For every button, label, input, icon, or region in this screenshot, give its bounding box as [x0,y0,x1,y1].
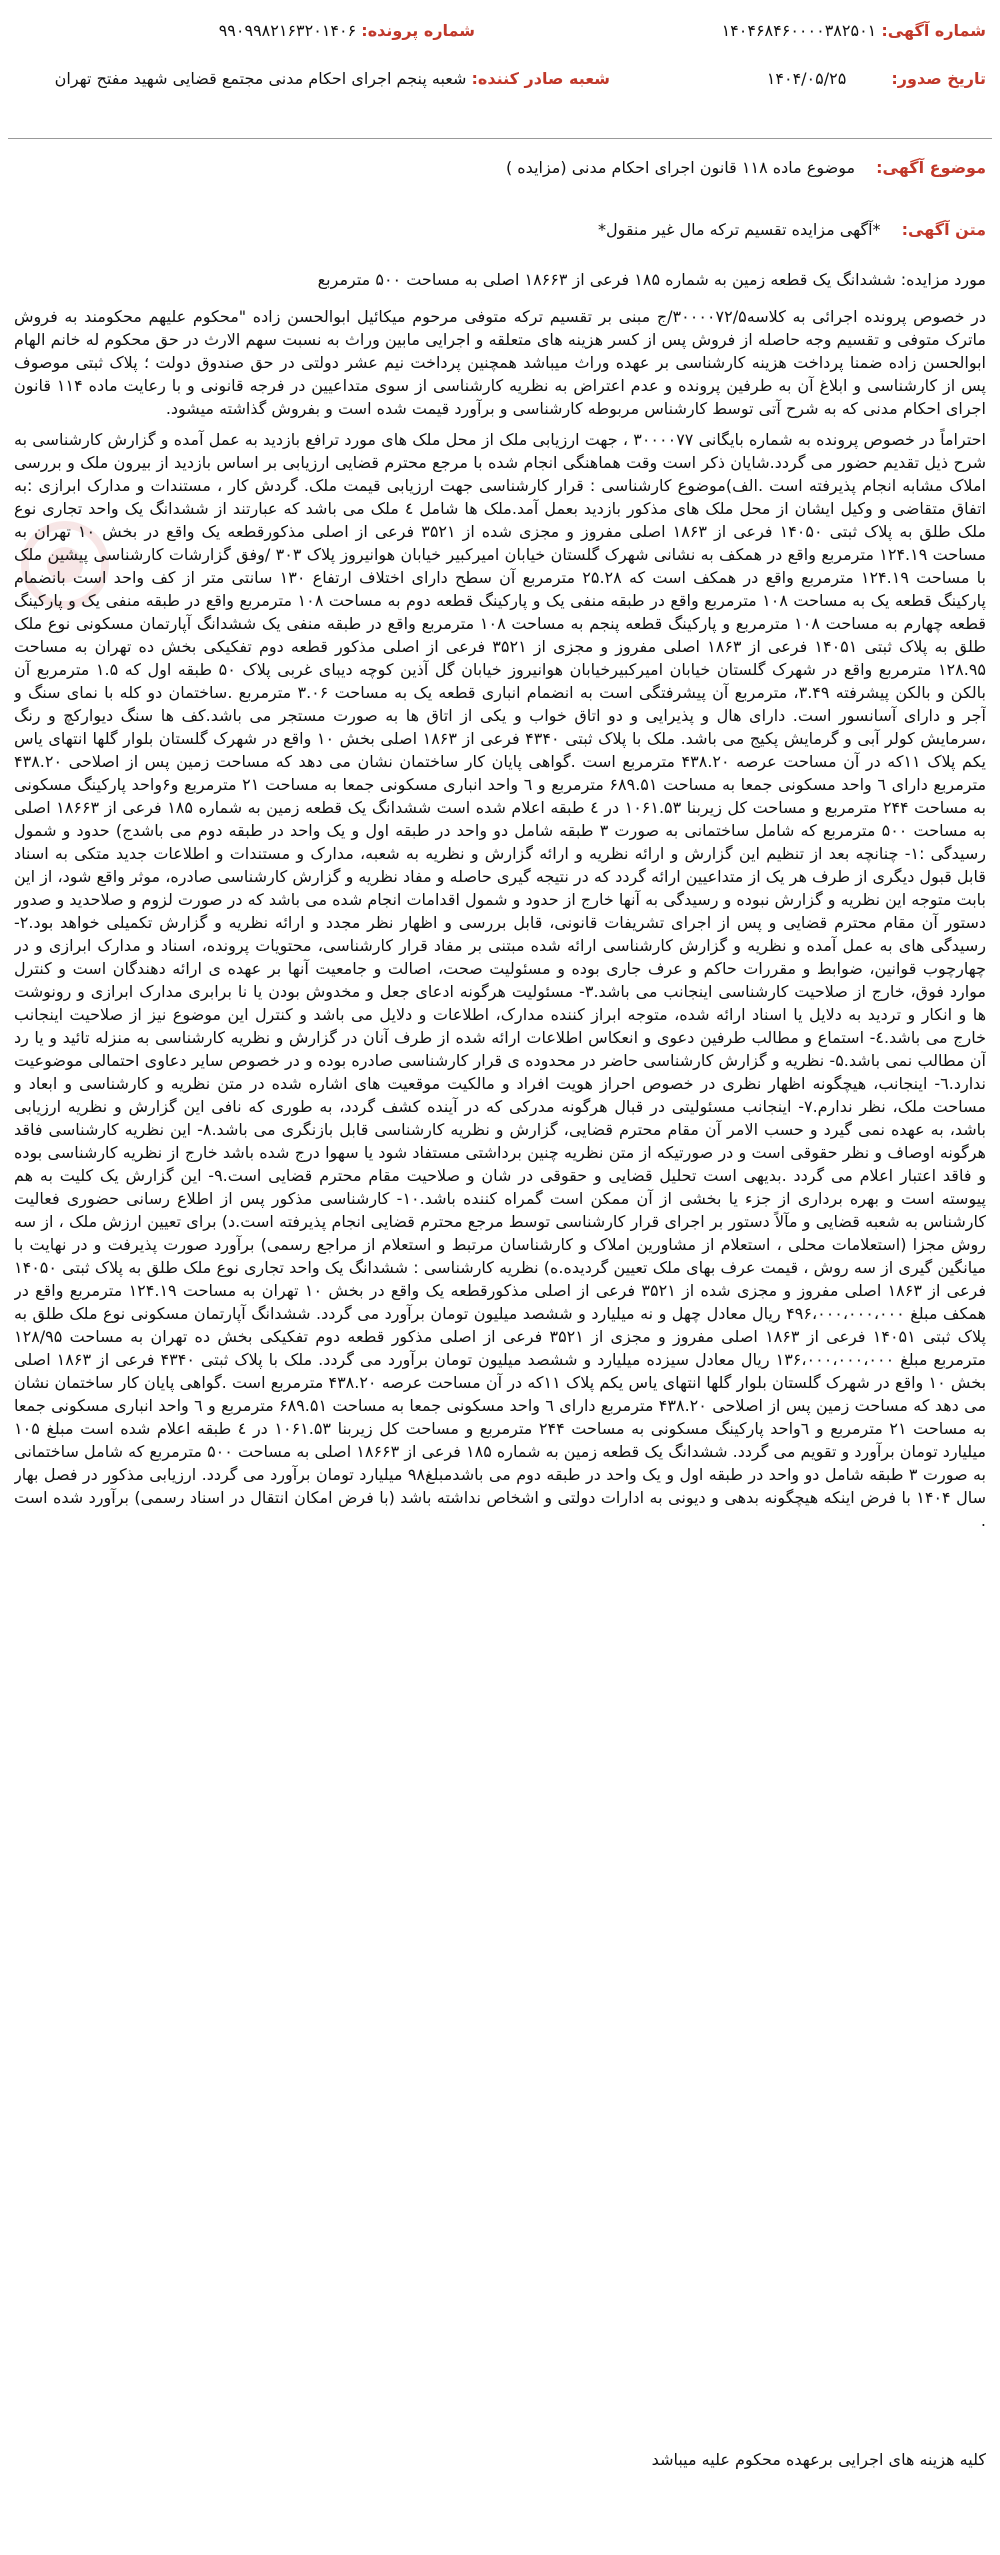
ad-number-value: ۱۴۰۴۶۸۴۶۰۰۰۰۳۸۲۵۰۱ [721,21,877,40]
notice-paragraph-1: در خصوص پرونده اجرائی به کلاسه۳۰۰۰۰۷۲/۵/ج مبنی بر تقسیم ترکه متوفی مرحوم میکائیل ابوالحسن زاده "محکوم علیهم محکومند به فروش ماترک متوفی و تقسیم وجه حاصله از فروش پس از کسر هزینه های متعلقه و اجرایی مابین وراث به نسبت سهم الارث در حق محکوم له خانم الهام ابوالحسن زاده ضمنا پرداخت هزینه کارشناسی بر عهده وراث میباشد همچنین پرداخت نیم عشر دولتی در حق صندوق دولت ؛ پلاک ثبتی موصوف پس از کارشناسی و ابلاغ آن به طرفین پرونده و عدم اعتراض به نظریه کارشناسی از سوی متداعیین در فرجه قانونی و با رعایت ماده ۱۱۴ قانون اجرای احکام مدنی که به شرح آتی توسط کارشناس مربوطه کارشناسی و برآورد قیمت شده است و بفروش گذاشته میشود. [14,307,986,418]
issuer-label: شعبه صادر کننده: [471,69,610,88]
issuer [20,68,610,90]
case-number [219,20,475,42]
subject-line [506,158,986,177]
issue-date [767,68,986,90]
ad-text-line [598,220,986,239]
auction-item: مورد مزایده: ششدانگ یک قطعه زمین به شماره ۱۸۵ فرعی از ۱۸۶۶۳ اصلی به مساحت ۵۰۰ مترمربع [317,270,986,289]
subject-value: موضوع ماده ۱۱۸ قانون اجرای احکام مدنی (مزایده ) [505,158,856,177]
subject-label: موضوع آگهی: [876,158,986,177]
notice-paragraph-2: احتراماً در خصوص پرونده به شماره بایگانی ۳۰۰۰۰۷۷ ، جهت ارزیابی ملک از محل ملک های مورد ترافع بازدید به عمل آمده و گزارش کارشناسی به شرح ذیل تقدیم حضور می گردد.شایان ذکر است وقت هماهنگی انجام شده با مرجع محترم قضایی ارزیابی بر اساس بازدید از بیرون ملک و بررسی املاک مشابه انجام پذیرفته است .الف)موضوع کارشناسی : قرار کارشناسی جهت ارزیابی قیمت ملک. گردش کار ، مستندات و مدارک ابرازی :به اتفاق متقاضی و وکیل ایشان از محل ملک های مذکور بازدید بعمل آمد.ملک ها شامل ٤ ملک می باشد که عبارتند از ششدانگ یک واحد تجاری نوع ملک طلق به پلاک ثبتی ۱۴۰۵۰ فرعی از ۱۸۶۳ اصلی مفروز و مجزی شده از ۳۵۲۱ فرعی از اصلی مذکورقطعه یک واقع در بخش ۱۰ تهران به مساحت ۱۲۴.۱۹ مترمربع واقع در همکف به نشانی شهرک گلستان خیابان امیرکبیر خیابان هوانیروز پلاک ۳۰۳ /وفق گزارشات کارشناسی پیشین ملک با مساحت ۱۲۴.۱۹ مترمربع واقع در همکف است که ۲۵.۲۸ مترمربع آن سطح دارای اختلاف ارتفاع ۱۳۰ سانتی متر از کف واحد است بانضمام پارکینگ قطعه یک به مساحت ۱۰۸ مترمربع واقع در طبقه منفی یک و پارکینگ قطعه دوم به مساحت ۱۰۸ مترمربع واقع در طبقه منفی یک و پارکینگ قطعه چهارم به مساحت ۱۰۸ مترمربع و پارکینگ قطعه پنجم به مساحت ۱۰۸ مترمربع واقع در طبقه منفی یک ششدانگ آپارتمان مسکونی نوع ملک طلق به پلاک ثبتی ۱۴۰۵۱ فرعی از ۱۸۶۳ اصلی مفروز و مجزی از ۳۵۲۱ فرعی از اصلی مذکور قطعه دوم تفکیکی بخش ده تهران به مساحت ۱۲۸.۹۵ مترمربع واقع در شهرک گلستان خیابان امیرکبیرخیابان هوانیروز خیابان گل آذین کوچه دیبای غربی پلاک ۵۰ طبقه اول که ۱.۵ مترمربع آن بالکن و بالکن پیشرفته ۳.۴۹، مترمربع آن پیشرفتگی است به انضمام انباری قطعه یک به مساحت ۳.۰۶ مترمربع .ساختمان دو کله با نمای سنگ و آجر و دارای آسانسور است. دارای هال و پذیرایی و دو اتاق خواب و یکی از اتاق ها به صورت مستجر می باشد.کف ها سنگ دیوارکچ و رنگ ،سرمایش کولر آبی و گرمایش پکیج می باشد. ملک با پلاک ثبتی ۴۳۴۰ فرعی از ۱۸۶۳ اصلی بخش ۱۰ واقع در شهرک گلستان بلوار گلها انتهای یاس یکم پلاک ۱۱که در آن مساحت عرصه ۴۳۸.۲۰ مترمربع است .گواهی پایان کار ساختمان نشان می دهد که مساحت زمین پس از اصلاحی ۴۳۸.۲۰ مترمربع دارای ٦ واحد مسکونی جمعا به مساحت ۶۸۹.۵۱ مترمربع و ٦ واحد انباری مسکونی جمعا به مساحت ۲۱ مترمربع و۶واحد پارکینگ مسکونی به مساحت ۲۴۴ مترمربع و مساحت کل زیربنا ۱۰۶۱.۵۳ در ٤ طبقه اعلام شده است ششدانگ یک قطعه زمین به شماره ۱۸۵ فرعی از ۱۸۶۶۳ اصلی به مساحت ۵۰۰ مترمربع که شامل ساختمانی به صورت ۳ طبقه شامل دو واحد در طبقه اول و یک واحد در طبقه دوم می باشدج) حدود و شمول رسیدگی :۱- چنانچه بعد از تنظیم این گزارش و ارائه نظریه و ارائه گزارش و نظریه به شعبه، مدارک و مستندات و اطلاعات جدید متکی به اسناد قابل قبول دیگری از طرف هر یک از متداعیین ارائه گردد که در نتیجه گیری حاصله و مفاد نظریه و گزارش کارشناسی صادره، موثر واقع شود، از این بابت متوجه این نظریه و گزارش نبوده و رسیدگی به آنها خارج از حدود و شمول اقدامات انجام شده می باشد که در صورت لزوم و صلاحدید و صدور دستور آن مقام محترم قضایی و پس از اجرای تشریفات قانونی، قابل بررسی و اظهار نظر مجدد و ارائه نظریه و گزارش تکمیلی خواهد بود.۲- رسیدگی های به عمل آمده و نظریه و گزارش کارشناسی ارائه شده مبتنی بر مفاد قرار کارشناسی، محتویات پرونده، اسناد و مدارک ابرازی و در چهارچوب قوانین، ضوابط و مقررات حاکم و عرف جاری بوده و مسئولیت صحت، اصالت و جامعیت آنها بر عهده ی ارائه دهندگان است و کنترل موارد فوق، خارج از صلاحیت کارشناسی اینجانب می باشد.۳- مسئولیت هرگونه ادعای جعل و مخدوش بودن یا نا برابری مدارک ابرازی و رونوشت ها و انکار و تردید به دلایل یا اسناد ارائه شده، متوجه ابراز کننده مدارک، اطلاعات و دلایل می باشد و کنترل این موضوع نیز از صلاحیت اینجانب خارج می باشد.٤- استماع و مطالب طرفین دعوی و انعکاس اطلاعات ارائه شده از طرف آنان در گزارش و نظریه کارشناسی به منزله تائید و یا رد آن مطالب نمی باشد.۵- نظریه و گزارش کارشناسی حاضر در محدوده ی قرار کارشناسی صادره بوده و در خصوص سایر دعاوی احتمالی موضوعیت ندارد.٦- اینجانب، هیچگونه اظهار نظری در خصوص احراز هویت افراد و مالکیت موقعیت های اشاره شده در متن نظریه و کارشناسی و ابعاد و مساحت ملک، نظر ندارم.۷- اینجانب مسئولیتی در قبال هرگونه مدرکی که در آینده کشف گردد، به طوری که نافی این گزارش و نظریه ارزیابی باشد، به عهده نمی گیرد و حسب الامر آن مقام محترم قضایی، گزارش و نظریه کارشناسی قابل بازنگری می باشد.۸- این نظریه کارشناسی فاقد هرگونه اوصاف و نظر حقوقی است و در صورتیکه از متن نظریه چنین برداشتی مستفاد شود یا سهوا درج شده باشد خارج از نظریه کارشناسی بوده و فاقد اعتبار اعلام می گردد .بدیهی است تحلیل قضایی و حقوقی در شان و صلاحیت مقام محترم قضایی است.۹- این گزارش یک کلیت به هم پیوسته است و بهره برداری از جزء یا بخشی از آن ممکن است گمراه کننده باشد.۱۰- کارشناسی مذکور پس از اطلاع رسانی حضوری فعالیت کارشناس به شعبه قضایی و مآلاً دستور بر اجرای قرار کارشناسی توسط مرجع محترم قضایی انجام پذیرفته است.د) برای تعیین ارزش ملک ، از سه روش مجزا (استعلامات محلی ، استعلام از مشاورین املاک و کارشناسان مرتبط و استعلام از مراجع رسمی) برآورد صورت پذیرفت و در نهایت با میانگین گیری از سه روش ، قیمت عرف بهای ملک تعیین گردیده.ه) نظریه کارشناسی : ششدانگ یک واحد تجاری نوع ملک طلق به پلاک ثبتی ۱۴۰۵۰ فرعی از ۱۸۶۳ اصلی مفروز و مجزی شده از ۳۵۲۱ فرعی از اصلی مذکورقطعه یک واقع در بخش ۱۰ تهران به مساحت ۱۲۴.۱۹ مترمربع واقع در همکف مبلغ ۴۹۶،۰۰۰،۰۰۰،۰۰۰ ریال معادل چهل و نه میلیارد و ششصد میلیون تومان برآورد می گردد. ششدانگ آپارتمان مسکونی نوع ملک طلق به پلاک ثبتی ۱۴۰۵۱ فرعی از ۱۸۶۳ اصلی مفروز و مجزی از ۳۵۲۱ فرعی از اصلی مذکور قطعه دوم تفکیکی بخش ده تهران به مساحت ۱۲۸/۹۵ مترمربع مبلغ ۱۳۶،۰۰۰،۰۰۰،۰۰۰ ریال معادل سیزده میلیارد و ششصد میلیون تومان برآورد می گردد. ملک با پلاک ثبتی ۴۳۴۰ فرعی از ۱۸۶۳ اصلی بخش ۱۰ واقع در شهرک گلستان بلوار گلها انتهای یاس یکم پلاک ۱۱که در آن مساحت عرصه ۴۳۸.۲۰ مترمربع است .گواهی پایان کار ساختمان نشان می دهد که مساحت زمین پس از اصلاحی ۴۳۸.۲۰ مترمربع دارای ٦ واحد مسکونی جمعا به مساحت ۶۸۹.۵۱ مترمربع و ٦ واحد انباری مسکونی جمعا به مساحت ۲۱ مترمربع و ٦واحد پارکینگ مسکونی به مساحت ۲۴۴ مترمربع و مساحت کل زیربنا ۱۰۶۱.۵۳ در ٤ طبقه اعلام شده است مبلغ ۱۰۵ میلیارد تومان برآورد و تقویم می گردد. ششدانگ یک قطعه زمین به شماره ۱۸۵ فرعی از ۱۸۶۶۳ اصلی به مساحت ۵۰۰ مترمربع که شامل ساختمانی به صورت ۳ طبقه شامل دو واحد در طبقه اول و یک واحد در طبقه دوم می باشدمبلغ۹۸ میلیارد تومان برآورد می گردد. ارزیابی مذکور در فصل بهار سال ۱۴۰۴ با فرض اینکه هیچگونه بدهی و دیونی به ادارات دولتی و اشخاص نداشته باشد (با فرض امکان انتقال در اسناد رسمی) برآورد شده است . [14,430,986,1530]
ad-text-value: *آگهی مزایده تقسیم ترکه مال غیر منقول* [597,220,881,239]
footer-note: کلیه هزینه های اجرایی برعهده محکوم علیه میباشد [651,2450,986,2469]
ad-number-label: شماره آگهی: [881,21,986,40]
issuer-value: شعبه پنجم اجرای احکام مدنی مجتمع قضایی شهید مفتح تهران [54,69,467,88]
ad-number [722,20,986,42]
case-number-value: ۹۹۰۹۹۸۲۱۶۳۲۰۱۴۰۶ [218,21,357,40]
header-divider [8,138,992,139]
ad-text-label: متن آگهی: [901,220,986,239]
notice-body [14,305,986,2435]
issue-date-label: تاریخ صدور: [891,69,986,88]
issue-date-value: ۱۴۰۴/۰۵/۲۵ [766,69,847,88]
case-number-label: شماره پرونده: [361,21,475,40]
